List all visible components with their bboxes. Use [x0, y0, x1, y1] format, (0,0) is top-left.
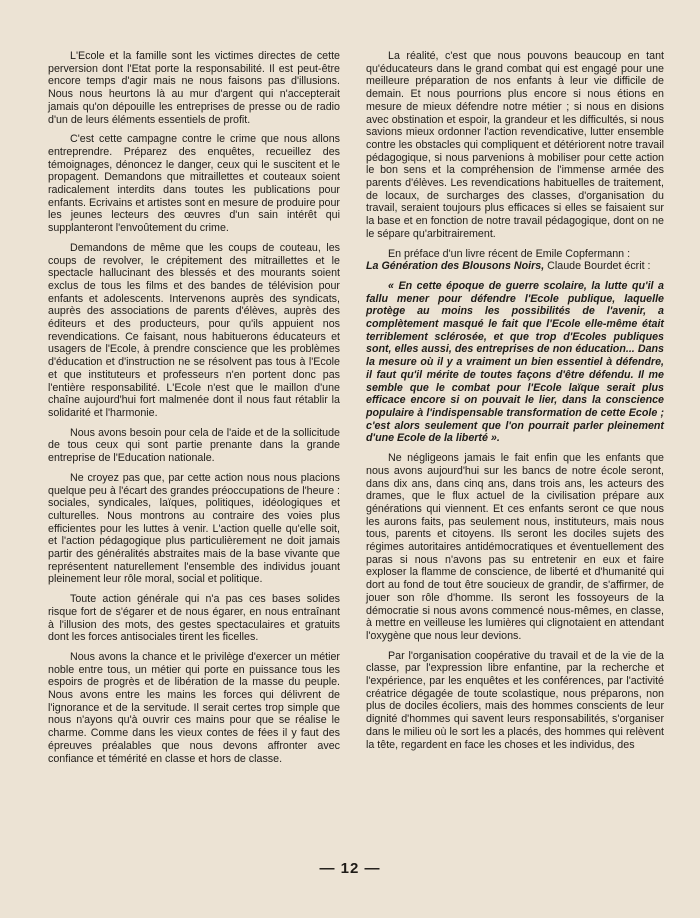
right-column — [366, 50, 664, 758]
citation-author: Claude Bourdet écrit : — [547, 260, 651, 273]
paragraph: Toute action générale qui n'a pas ces bases solides risque fort de s'égarer et de nous égarer, en nous entraînant à l'illusion des mots, des gestes spectaculaires et gratuits dont les forces antisociales tirent les ficelles. — [48, 593, 340, 644]
paragraph: Nous avons la chance et le privilège d'exercer un métier noble entre tous, un métier qui porte en puissance tous les espoirs de progrès et de libération de la masse du peuple. Nous avons entre les mains les forces qui délivrent de l'ignorance et de la servitude. Il serait certes trop simple que nous n'ayons qu'à ouvrir ces mains pour que se réalise le charme. Comme dans les vieux contes de fées il y faut des épreuves préalables que nous devons affronter avec confiance et témérité en classe et hors de classe. — [48, 650, 340, 765]
paragraph: L'Ecole et la famille sont les victimes directes de cette perversion dont l'Etat porte la responsabilité. Il est peut-être encore temps d'agir mais ne nous faisons pas d'illusions. Nous nous heurtons là au mur d'argent qui n'accepterait jamais qu'on dépouille les entreprises de presse ou de radio d'un de leurs éléments essentiels de profit. — [48, 50, 340, 126]
paragraph: Ne négligeons jamais le fait enfin que les enfants que nous avons aujourd'hui sur les bancs de notre école seront, dans dix ans, dans cinq ans, dans trois ans, les acteurs des drames, que le flux actuel de la civilisation prépare aux générations qui viennent. Et ces enfants seront ce que nous les aurons faits, pas seulement nous, instituteurs, mais nous tous, parents et citoyens. Ils seront les dociles sujets des régimes autoritaires antidémocratiques et éventuellement des paras si nous n'avons pas su entretenir en eux et faire exploser la flamme de conscience, de liberté et d'humanité qui dort au fond de tout être soucieux de grandir, de s'affirmer, de jouer son rôle d'homme. Ils seront les fossoyeurs de la démocratie si nous avons commencé nous-mêmes, en classe, à mettre en veilleuse les lumières qui clignotaient en attendant l'oxygène que nous leur devions. — [366, 452, 664, 642]
paragraph: Par l'organisation coopérative du travail et de la vie de la classe, par l'expression libre enfantine, par la recherche et l'expérience, par les enquêtes et les conférences, par l'activité créatrice dégagée de toute scolastique, nous préparons, non plus de dociles écoliers, mais des hommes conscients de leur dignité d'hommes qui savent leurs responsabilités, s'organiser dans le milieu où le sort les a placés, des hommes qui relèvent la tête, regardent en face les choses et les individus, des — [366, 649, 664, 751]
paragraph: C'est cette campagne contre le crime que nous allons entreprendre. Préparez des enquêtes, recueillez des témoignages, dénoncez le danger, ceux qui le suscitent et le propagent. Demandons que mitraillettes et couteaux soient radicalement interdits dans toutes les publications pour enfants. Ecrivains et artistes sont en mesure de produire pour les jeunes lecteurs des œuvres d'un sain intérêt qui supplanteront l'envoûtement du crime. — [48, 133, 340, 235]
paragraph: Ne croyez pas que, par cette action nous nous placions quelque peu à l'écart des grandes préoccupations de l'heure : sociales, syndicales, laïques, politiques, idéologiques et culturelles. Nous montrons au contraire des voies plus efficientes pour les luttes à venir. L'action quelle qu'elle soit, et l'action pédagogique plus particulièrement ne doit jamais partir des généralités abstraites mais de la base vivante que représentent naturellement l'ensemble des individus jouant pleinement leur rôle moral, social et politique. — [48, 471, 340, 586]
paragraph: Demandons de même que les coups de couteau, les coups de revolver, le crépitement des mitraillettes et le spectacle hallucinant des blessés et des mourants soient exclus de tous les films et des bandes de télévision pour enfants et adolescents. Intervenons auprès des syndicats, auprès des associations de parents d'élèves, auprès des éditeurs et des producteurs, pour qu'ils appuient nos revendications. Ce faisant, nous habituerons éducateurs et usagers de l'Ecole, à prendre conscience que les problèmes d'éducation et d'instruction ne se résolvent pas tous à l'Ecole et que instituteurs et professeurs n'en portent donc pas l'entière responsabilité. L'Ecole n'est que le maillon d'une chaîne aujourd'hui fort malmenée dont il nous faut rétablir la solidarité et l'harmonie. — [48, 241, 340, 419]
book-title: La Génération des Blousons Noirs, — [366, 260, 545, 273]
page-number: — 12 — — [319, 860, 381, 877]
block-quote: « En cette époque de guerre scolaire, la lutte qu'il a fallu mener pour défendre l'Ecole publique, laquelle protège au moins les possibilités de l'avenir, a complètement masqué le fait que l'Ecole elle-même était terriblement sclérosée, et que trop d'Ecoles publiques sont, elles aussi, des entreprises de non éducation... Dans la mesure où il y a vraiment un bien essentiel à défendre, il faut qu'il mérite de toutes façons d'être défendu. Il me semble que le combat pour l'Ecole laïque serait plus efficace encore si on pouvait le lier, dans la conscience populaire à l'indispensable transformation de cette Ecole ; c'est alors seulement que l'on pourrait parler pleinement d'une Ecole de la liberté ». — [366, 279, 664, 445]
citation-intro-paragraph — [366, 248, 664, 273]
paragraph: Nous avons besoin pour cela de l'aide et de la sollicitude de tous ceux qui sont partie prenante dans la grande entreprise de l'Education nationale. — [48, 426, 340, 465]
left-column — [48, 50, 340, 772]
citation-intro: En préface d'un livre récent de Emile Copfermann : — [388, 247, 631, 260]
paragraph: La réalité, c'est que nous pouvons beaucoup en tant qu'éducateurs dans le grand combat qui est engagé pour une meilleure préparation de nos enfants à leur vie difficile de demain. Et nous pourrions plus encore si nous étions en mesure de mieux défendre notre métier ; si nous en disions avec obstination et espoir, la grandeur et les difficultés, si nous savions mieux ordonner l'action revendicative, lutter ensemble contre les obstacles qui compliquent et détériorent notre travail pédagogique, si nous parvenions à mobiliser pour cette action le bon sens et la compréhension de l'immense armée des parents d'élèves. Les revendications habituelles de traitement, de locaux, de surcharges des classes, d'organisation du travail, seraient toujours plus efficaces si elles se faisaient sur la base et en fonction de notre travail pédagogique, dont on ne le sépare qu'arbitrairement. — [366, 50, 664, 240]
